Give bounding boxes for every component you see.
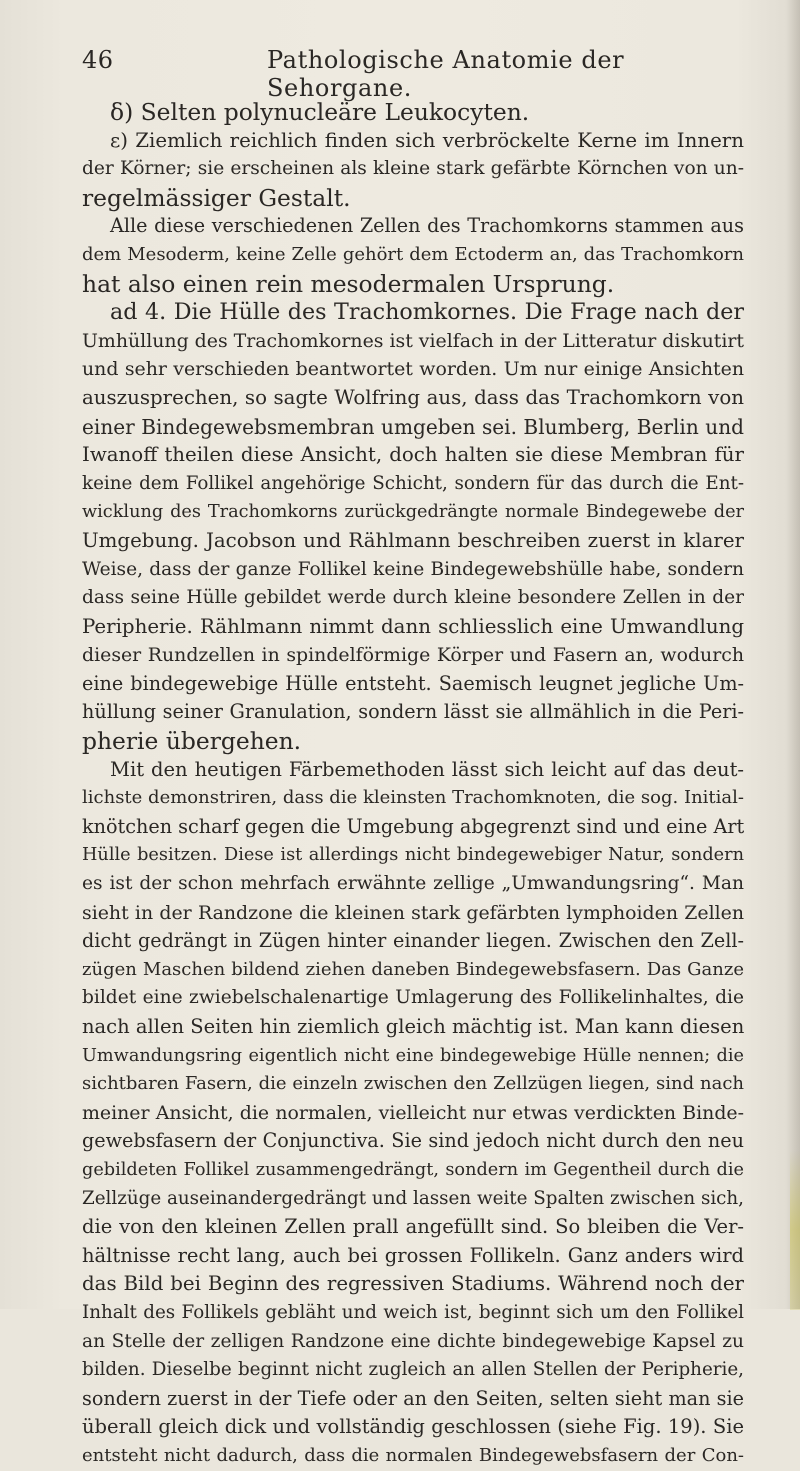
text-line: entsteht nicht dadurch, dass die normalen Bindegewebsfasern der Con- [82, 1444, 744, 1466]
text-line: und sehr verschieden beantwortet worden. Um nur einige Ansichten [82, 358, 744, 381]
text-line: Mit den heutigen Färbemethoden lässt sich leicht auf das deut- [110, 757, 744, 781]
page-header [82, 46, 742, 102]
text-line: überall gleich dick und vollständig geschlossen (siehe Fig. 19). Sie [82, 1415, 744, 1439]
text-line: einer Bindegewebsmembran umgeben sei. Blumberg, Berlin und [82, 414, 744, 439]
text-line: sichtbaren Fasern, die einzeln zwischen den Zellzügen liegen, sind nach [82, 1073, 744, 1095]
text-line: pherie übergehen. [82, 727, 302, 756]
text-line: dicht gedrängt in Zügen hinter einander liegen. Zwischen den Zell- [82, 929, 744, 953]
text-line: ad 4. Die Hülle des Trachomkornes. Die Frage nach der [110, 299, 744, 326]
text-line: hältnisse recht lang, auch bei grossen Follikeln. Ganz anders wird [82, 1243, 744, 1267]
text-line: meiner Ansicht, die normalen, vielleicht nur etwas verdickten Binde- [82, 1101, 744, 1124]
text-line: nach allen Seiten hin ziemlich gleich mächtig ist. Man kann diesen [82, 1015, 744, 1038]
text-line: gewebsfasern der Conjunctiva. Sie sind jedoch nicht durch den neu [82, 1129, 744, 1153]
text-line: Umwandungsring eigentlich nicht eine bindegewebige Hülle nennen; die [82, 1045, 744, 1066]
text-line: bilden. Dieselbe beginnt nicht zugleich an allen Stellen der Peripherie, [82, 1359, 744, 1381]
page-edge-shadow [786, 0, 800, 1309]
text-line: Hülle besitzen. Diese ist allerdings nicht bindegewebiger Natur, sondern [82, 845, 744, 866]
text-line: die von den kleinen Zellen prall angefüllt sind. So bleiben die Ver- [82, 1215, 744, 1239]
text-line: das Bild bei Beginn des regressiven Stadiums. Während noch der [82, 1272, 744, 1296]
text-line: lichste demonstriren, dass die kleinsten Trachomknoten, die sog. Initial- [82, 787, 744, 809]
page-edge-stain [790, 1150, 800, 1310]
page-number: 46 [82, 46, 114, 74]
running-title: Pathologische Anatomie der Sehorgane. [267, 46, 625, 102]
text-line: der Körner; sie erscheinen als kleine stark gefärbte Körnchen von un- [82, 158, 744, 180]
text-line: ε) Ziemlich reichlich finden sich verbröckelte Kerne im Innern [110, 128, 744, 152]
text-line: Peripherie. Rählmann nimmt dann schliesslich eine Umwandlung [82, 614, 744, 638]
text-line: Umgebung. Jacobson und Rählmann beschreiben zuerst in klarer [82, 528, 744, 552]
text-line: Alle diese verschiedenen Zellen des Trachomkorns stammen aus [110, 214, 744, 238]
text-line: sondern zuerst in der Tiefe oder an den Seiten, selten sieht man sie [82, 1386, 744, 1410]
text-line: an Stelle der zelligen Randzone eine dichte bindegewebige Kapsel zu [82, 1330, 744, 1352]
text-line: dieser Rundzellen in spindelförmige Körper und Fasern an, wodurch [82, 644, 744, 667]
text-line: regelmässiger Gestalt. [82, 183, 351, 212]
text-line: dass seine Hülle gebildet werde durch kleine besondere Zellen in der [82, 587, 744, 609]
text-line: keine dem Follikel angehörige Schicht, sondern für das durch die Ent- [82, 472, 744, 494]
text-line: hat also einen rein mesodermalen Ursprung. [82, 269, 615, 298]
text-line: wicklung des Trachomkorns zurückgedrängte normale Bindegewebe der [82, 502, 744, 523]
body-text [82, 98, 744, 1471]
text-line: Iwanoff theilen diese Ansicht, doch halten sie diese Membran für [82, 443, 744, 467]
text-line: Zellzüge auseinandergedrängt und lassen weite Spalten zwischen sich, [82, 1187, 744, 1209]
text-line: gebildeten Follikel zusammengedrängt, sondern im Gegentheil durch die [82, 1159, 744, 1180]
text-line: dem Mesoderm, keine Zelle gehört dem Ectoderm an, das Trachomkorn [82, 243, 744, 265]
text-line: Weise, dass der ganze Follikel keine Bindegewebshülle habe, sondern [82, 558, 744, 580]
text-line: bildet eine zwiebelschalenartige Umlagerung des Follikelinhaltes, die [82, 987, 744, 1009]
text-line: knötchen scharf gegen die Umgebung abgegrenzt sind und eine Art [82, 814, 744, 838]
text-line: es ist der schon mehrfach erwähnte zellige „Umwandungsring“. Man [82, 873, 744, 895]
text-line: δ) Selten polynucleäre Leukocyten. [110, 98, 530, 126]
text-line: Umhüllung des Trachomkornes ist vielfach in der Litteratur diskutirt [82, 329, 744, 352]
text-line: hüllung seiner Granulation, sondern lässt sie allmählich in die Peri- [82, 700, 744, 724]
text-line: eine bindegewebige Hülle entsteht. Saemisch leugnet jegliche Um- [82, 671, 744, 695]
text-line: zügen Maschen bildend ziehen daneben Bindegewebsfasern. Das Ganze [82, 958, 744, 980]
text-line: sieht in der Randzone die kleinen stark gefärbten lymphoiden Zellen [82, 901, 744, 924]
text-line: Inhalt des Follikels gebläht und weich ist, beginnt sich um den Follikel [82, 1301, 744, 1323]
text-line: auszusprechen, so sagte Wolfring aus, dass das Trachomkorn von [82, 385, 744, 409]
